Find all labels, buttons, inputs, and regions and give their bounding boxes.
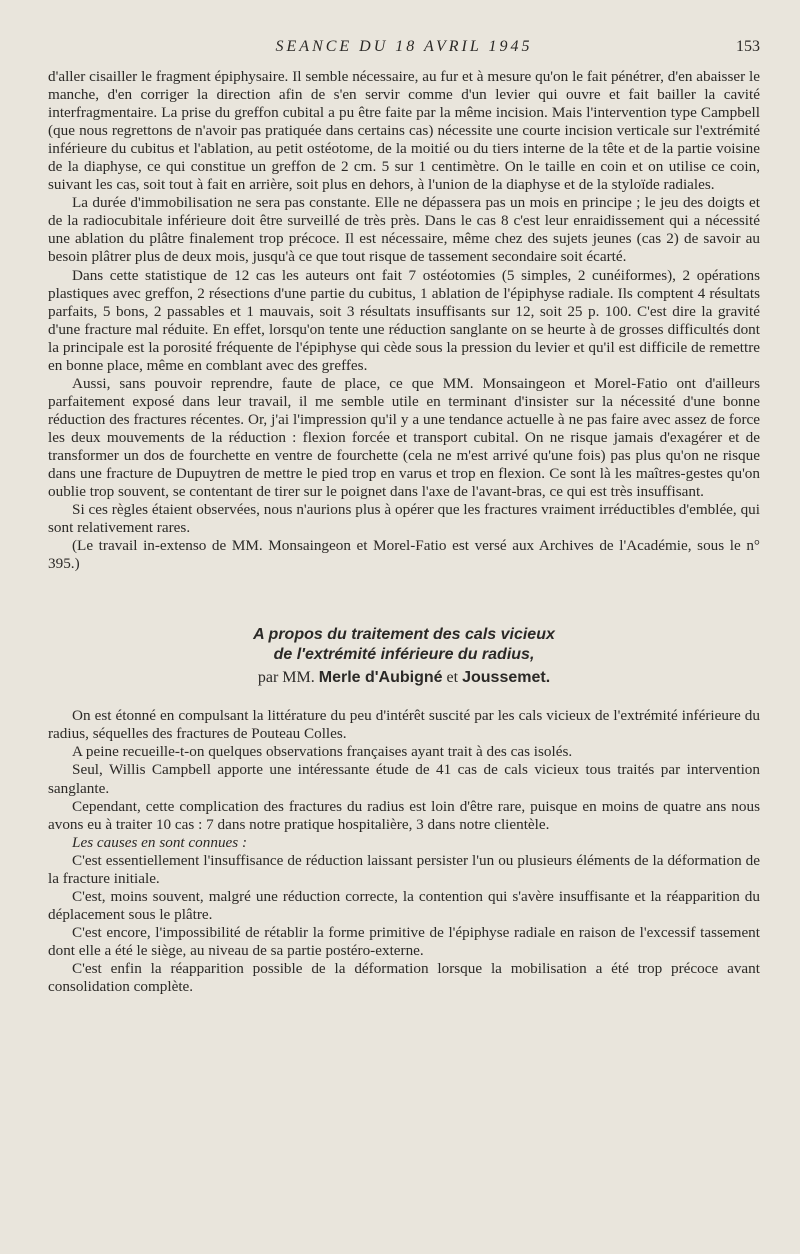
page-header <box>48 38 760 68</box>
paragraph: C'est encore, l'impossibilité de rétablir la forme primitive de l'épiphyse radiale en raison de l'excessif tassement dont elle a été le siège, au niveau de sa partie postéro-externe. <box>48 923 760 959</box>
paragraph: d'aller cisailler le fragment épiphysaire. Il semble nécessaire, au fur et à mesure qu'on le fait pénétrer, d'en abaisser le manche, d'en corriger la direction afin de s'en servir comme d'un levier qui ouvre et fait bailler la cavité interfragmentaire. La prise du greffon cubital a pu être faite par la même incision. Mais l'intervention type Campbell (que nous regrettons de n'avoir pas pratiquée dans certains cas) nécessite une courte incision verticale sur l'extrémité inférieure du cubitus et l'ablation, au petit ostéotome, de la moitié ou du tiers interne de la tête et de la partie voisine de la diaphyse, ce qui constitue un greffon de 2 cm. 5 sur 1 centimètre. On le taille en coin et on utilise ce coin, suivant les cas, soit tout à fait en arrière, soit plus en dehors, à l'union de la diaphyse et de la styloïde radiales. <box>48 68 760 194</box>
running-head: SEANCE DU 18 AVRIL 1945 <box>275 38 533 55</box>
article-heading <box>48 625 760 687</box>
author-name: Joussemet. <box>462 669 551 687</box>
section-subheading: Les causes en sont connues : <box>72 833 248 851</box>
paragraph: C'est enfin la réapparition possible de la déformation lorsque la mobilisation a été trop précoce avant consolidation complète. <box>48 959 760 996</box>
article-title-line: de l'extrémité inférieure du radius, <box>273 646 535 664</box>
paragraph: C'est essentiellement l'insuffisance de réduction laissant persister l'un ou plusieurs éléments de la déformation de la fracture initiale. <box>48 851 760 887</box>
discussion-text <box>48 68 760 573</box>
article-title-line: A propos du traitement des cals vicieux <box>253 626 555 644</box>
page-number: 153 <box>736 38 760 55</box>
paragraph: (Le travail in-extenso de MM. Monsaingeon et Morel-Fatio est versé aux Archives de l'Académie, sous le n° 395.) <box>48 537 760 573</box>
byline-prefix: par MM. <box>257 669 315 687</box>
paragraph: Cependant, cette complication des fractures du radius est loin d'être rare, puisque en moins de quatre ans nous avons eu à traiter 10 cas : 7 dans notre pratique hospitalière, 3 dans notre clientèle. <box>48 797 760 833</box>
byline <box>48 669 760 687</box>
article-text <box>48 707 760 996</box>
paragraph: Aussi, sans pouvoir reprendre, faute de place, ce que MM. Monsaingeon et Morel-Fatio ont d'ailleurs parfaitement exposé dans leur travail, il me semble utile en terminant d'insister sur la nécessité d'une bonne réduction des fractures récentes. Or, j'ai l'impression qu'il y a une tendance actuelle à ne pas faire avec assez de force les deux mouvements de la réduction : flexion forcée et transport cubital. On ne risque jamais d'exagérer et de transformer un dos de fourchette en ventre de fourchette (cela ne m'est arrivé qu'une fois) pas plus qu'on ne risque dans une fracture de Dupuytren de mettre le pied trop en varus et trop en flexion. Ce sont là les maîtres-gestes qu'on oublie trop souvent, se contentant de tirer sur le poignet dans l'axe de l'avant-bras, ce qui est très insuffisant. <box>48 374 760 501</box>
byline-conjunction: et <box>446 669 459 687</box>
paragraph: Dans cette statistique de 12 cas les auteurs ont fait 7 ostéotomies (5 simples, 2 cunéiformes), 2 opérations plastiques avec greffon, 2 résections d'une partie du cubitus, 1 ablation de l'épiphyse radiale. Ils comptent 4 résultats parfaits, 5 bons, 2 passables et 1 mauvais, soit 3 résultats insuffisants sur 12, soit 25 p. 100. C'est dire la gravité d'une fracture mal réduite. En effet, lorsqu'on tente une réduction sanglante on se heurte à de grosses difficultés dont la principale est la porosité fréquente de l'épiphyse qui cède sous la pression du levier et qu'il est difficile de remettre en bonne place, même en comblant avec des greffes. <box>48 266 760 374</box>
author-name: Merle d'Aubigné <box>318 669 443 687</box>
paragraph: Si ces règles étaient observées, nous n'aurions plus à opérer que les fractures vraiment irréductibles d'emblée, qui sont relativement rares. <box>48 501 760 537</box>
paragraph: A peine recueille-t-on quelques observations françaises ayant trait à des cas isolés. <box>72 743 573 761</box>
paragraph: On est étonné en compulsant la littérature du peu d'intérêt suscité par les cals vicieux de l'extrémité inférieure du radius, séquelles des fractures de Pouteau Colles. <box>48 707 760 743</box>
paragraph: Seul, Willis Campbell apporte une intéressante étude de 41 cas de cals vicieux tous traités par intervention sanglante. <box>48 761 760 797</box>
paragraph: La durée d'immobilisation ne sera pas constante. Elle ne dépassera pas un mois en principe ; le jeu des doigts et de la radiocubitale inférieure doit être surveillé de très près. Dans le cas 8 c'est leur enraidissement qui a nécessité une ablation du plâtre finalement trop précoce. Il est nécessaire, même chez des sujets jeunes (cas 2) de savoir au besoin plâtrer plus de deux mois, jusqu'à ce que tout risque de tassement secondaire soit écarté. <box>48 194 760 266</box>
paragraph: C'est, moins souvent, malgré une réduction correcte, la contention qui s'avère insuffisante et la réapparition du déplacement sous le plâtre. <box>48 887 760 923</box>
